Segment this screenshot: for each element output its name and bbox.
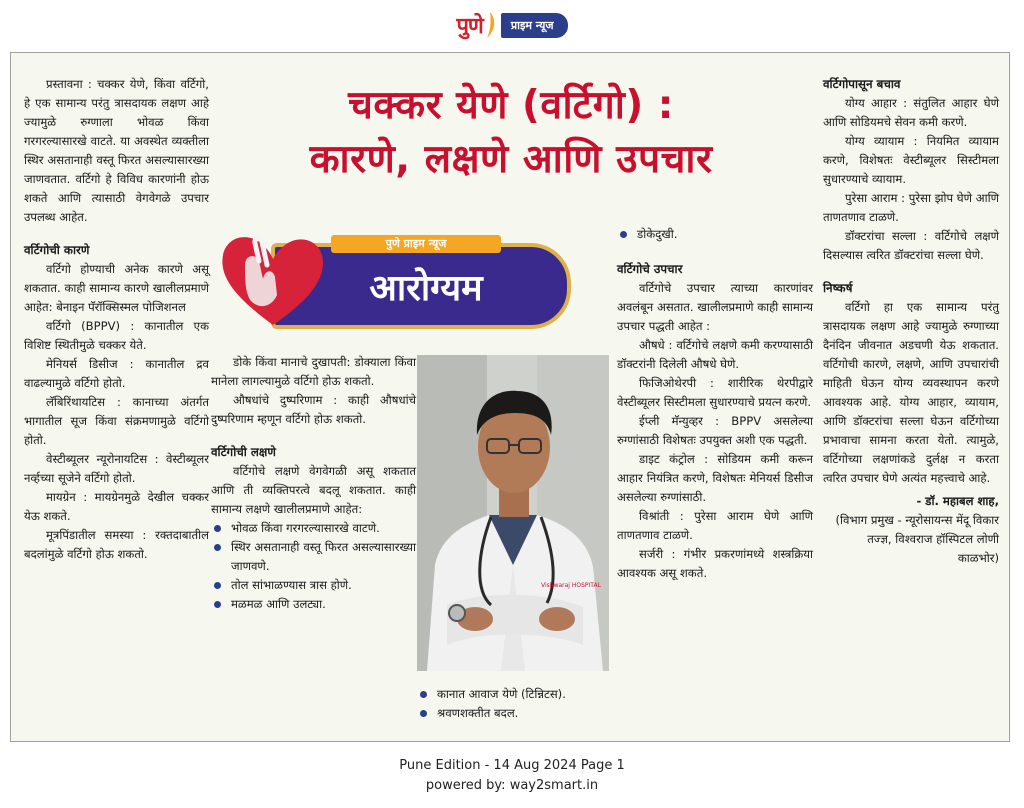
author-name: - डॉ. महाबल शाह, — [916, 494, 999, 508]
article-headline — [211, 79, 811, 187]
prevention-doctor: डॉक्टरांचा सल्ला : वर्टिगोचे लक्षणे दिसल्यास त्वरित डॉक्टरांचा सल्ला घेणे. — [823, 229, 999, 262]
column-symptoms-continued — [417, 685, 617, 723]
intro-paragraph: प्रस्तावना : चक्कर येणे, किंवा वर्टिगो, हे एक सामान्य परंतु त्रासदायक लक्षण आहे ज्यामुळे रुग्णाला भोवळ किंवा गरगरल्यासारखे वाटते. या अवस्थेत व्यक्तीला स्थिर असतानाही वस्तू फिरत असल्यासारख्या जाणवतात. वर्टिगो हे विविध कारणांनी होऊ शकते आणि त्यासाठी वेगवेगळे उपचार उपलब्ध आहेत. — [24, 77, 209, 224]
author-title: (विभाग प्रमुख - न्यूरोसायन्स मेंदू विकार तज्ज्ञ, विश्वराज हॉस्पिटल लोणी काळभोर) — [835, 513, 999, 565]
list-item: भोवळ किंवा गरगरल्यासारखे वाटणे. — [211, 519, 416, 538]
cause-menieres: मेनियर्स डिसीज : कानातील द्रव वाढल्यामुळे वर्टिगो होतो. — [24, 357, 209, 390]
treatment-physiotherapy: फिजिओथेरपी : शारीरिक थेरपीद्वारे वेस्टीब्यूलर सिस्टीमला सुधारण्याचे प्रयत्न करणे. — [617, 376, 813, 409]
conclusion-paragraph: वर्टिगो हा एक सामान्य परंतु त्रासदायक लक्षण आहे ज्यामुळे रुग्णाच्या दैनंदिन जीवनात अडचणी येऊ शकतात. वर्टिगोची कारणे, लक्षणे, आणि उपचारांची माहिती घेऊन योग्य व्यवस्थापन करणे आवश्यक आहे. योग्य आहार, व्यायाम, आणि डॉक्टरांचा सल्ला घेऊन वर्टिगोच्या प्रभावाचा सामना करता येतो. त्यामुळे, वर्टिगोच्या लक्षणांकडे दुर्लक्ष न करता त्वरित उपचार घेणे अत्यंत महत्त्वाचे आहे. — [823, 300, 999, 485]
prevention-diet: योग्य आहार : संतुलित आहार घेणे आणि सोडियमचे सेवन कमी करणे. — [823, 96, 999, 129]
conclusion-heading: निष्कर्ष — [823, 281, 853, 295]
cause-medication: औषधांचे दुष्परिणाम : काही औषधांचे दुष्परिणाम म्हणून वर्टिगो होऊ शकतो. — [211, 393, 416, 426]
list-item: श्रवणशक्तीत बदल. — [417, 704, 617, 723]
treatment-heading: वर्टिगोचे उपचार — [617, 262, 683, 276]
causes-paragraph: वर्टिगो होण्याची अनेक कारणे असू शकतात. काही सामान्य कारणे खालीलप्रमाणे आहेत: बेनाइन पॅरॉक्सिस्मल पोजिशनल — [24, 262, 209, 314]
treatment-surgery: सर्जरी : गंभीर प्रकरणांमध्ये शस्त्रक्रिया आवश्यक असू शकते. — [617, 547, 813, 580]
list-item: कानात आवाज येणे (टिन्निटस). — [417, 685, 617, 704]
symptoms-heading: वर्टिगोची लक्षणे — [211, 445, 276, 459]
list-item: मळमळ आणि उलट्या. — [211, 595, 416, 614]
symptoms-paragraph: वर्टिगोचे लक्षणे वेगवेगळी असू शकतात आणि ती व्यक्तिपरत्वे बदलू शकतात. काही सामान्य लक्षणे खालीलप्रमाणे आहेत: — [211, 464, 416, 516]
coat-logo-text: Vishwaraj HOSPITAL — [541, 582, 601, 589]
treatment-paragraph: वर्टिगोचे उपचार त्याच्या कारणांवर अवलंबून असतात. खालीलप्रमाणे काही सामान्य उपचार पद्धती आहेत : — [617, 281, 813, 333]
cause-kidney: मूत्रपिंडातील समस्या : रक्तदाबातील बदलांमुळे वर्टिगो होऊ शकतो. — [24, 528, 209, 561]
banner-title: आरोग्यम — [369, 268, 483, 309]
causes-heading: वर्टिगोची कारणे — [24, 243, 90, 257]
cause-labyrinthitis: लॅबिरिंथायटिस : कानाच्या अंतर्गत भागातील सूज किंवा संक्रमणामुळे वर्टिगो होतो. — [24, 395, 209, 447]
logo-swoosh-icon — [481, 10, 499, 40]
cause-migraine: मायग्रेन : मायग्रेनमुळे देखील चक्कर येऊ शकते. — [24, 490, 209, 523]
symptoms-list-end — [617, 225, 813, 244]
list-item: तोल सांभाळण्यास त्रास होणे. — [211, 576, 416, 595]
edition-label: Pune Edition - 14 Aug 2024 Page 1 — [399, 758, 625, 773]
symptoms-list-continued — [417, 685, 617, 723]
cause-vestibular-neuronitis: वेस्टीब्यूलर न्यूरोनायटिस : वेस्टीब्यूलर नर्व्हच्या सूजेने वर्टिगो होतो. — [24, 452, 209, 485]
masthead — [0, 0, 1024, 50]
aarogyam-banner — [211, 221, 611, 341]
powered-by-link[interactable]: powered by: way2smart.in — [425, 778, 599, 793]
prevention-heading: वर्टिगोपासून बचाव — [823, 77, 901, 91]
heart-hand-icon — [215, 225, 331, 335]
list-item: डोकेदुखी. — [617, 225, 813, 244]
symptoms-list — [211, 519, 416, 614]
headline-line-2: कारणे, लक्षणे आणि उपचार — [309, 137, 713, 182]
prevention-rest: पुरेसा आराम : पुरेसा झोप घेणे आणि ताणतणाव टाळणे. — [823, 191, 999, 224]
banner-tag: पुणे प्राइम न्यूज — [331, 235, 501, 253]
treatment-epley: ईप्ली मॅन्युव्हर : BPPV असलेल्या रुग्णांसाठी विशेषतः उपयुक्त अशी एक पद्धती. — [617, 414, 813, 447]
column-causes — [24, 75, 209, 564]
article-page — [10, 52, 1010, 742]
logo-wordmark: पुणे — [456, 14, 483, 39]
column-treatment — [617, 225, 813, 583]
page-footer — [0, 756, 1024, 796]
cause-bppv: वर्टिगो (BPPV) : कानातील एक विशिष्ट स्थितीमुळे चक्कर येते. — [24, 319, 209, 352]
list-item: स्थिर असतानाही वस्तू फिरत असल्यासारख्या जाणवणे. — [211, 538, 416, 576]
column-symptoms — [211, 353, 416, 614]
logo-tagline: प्राइम न्यूज — [501, 13, 568, 38]
treatment-medication: औषधे : वर्टिगोचे लक्षणे कमी करण्यासाठी डॉक्टरांनी दिलेली औषधे घेणे. — [617, 338, 813, 371]
column-prevention — [823, 75, 999, 568]
doctor-photo — [417, 355, 609, 671]
cause-head-injury: डोके किंवा मानाचे दुखापती: डोक्याला किंवा मानेला लागल्यामुळे वर्टिगो होऊ शकतो. — [211, 355, 416, 388]
treatment-diet: डाइट कंट्रोल : सोडियम कमी करून आहार नियंत्रित करणे, विशेषतः मेनियर्स डिसीज असलेल्या रुग्णांसाठी. — [617, 452, 813, 504]
prevention-exercise: योग्य व्यायाम : नियमित व्यायाम करणे, विशेषतः वेस्टीब्यूलर सिस्टीमला सुधारण्याचे व्यायाम. — [823, 134, 999, 186]
treatment-rest: विश्रांती : पुरेसा आराम घेणे आणि ताणतणाव टाळणे. — [617, 509, 813, 542]
headline-line-1: चक्कर येणे (वर्टिगो) : — [348, 83, 674, 128]
doctor-portrait-image — [417, 355, 609, 671]
publication-logo[interactable] — [456, 5, 567, 45]
